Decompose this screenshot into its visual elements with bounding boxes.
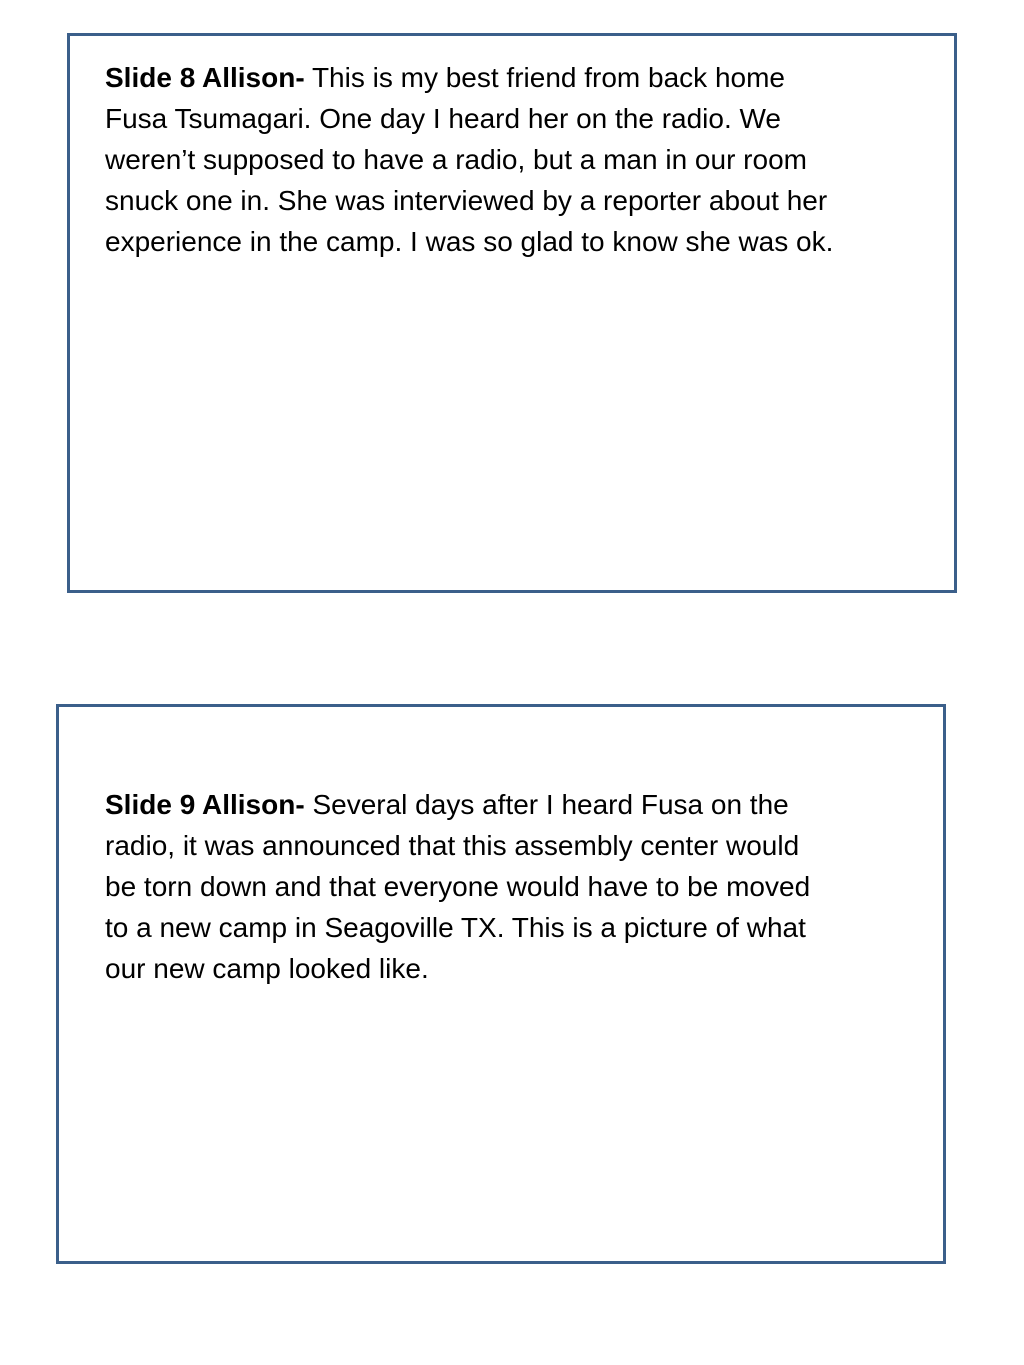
slide-9-line: radio, it was announced that this assembly center would [105, 830, 800, 861]
slide-9-line: to a new camp in Seagoville TX. This is a picture of what [105, 912, 806, 943]
slide-9-script-text [105, 784, 935, 989]
slide-8-heading: Slide 8 Allison- [105, 62, 305, 93]
slide-8-line: experience in the camp. I was so glad to know she was ok. [105, 226, 834, 257]
slide-8-line: weren’t supposed to have a radio, but a man in our room [105, 144, 807, 175]
slide-8-line: Fusa Tsumagari. One day I heard her on the radio. We [105, 103, 782, 134]
slide-9-line: our new camp looked like. [105, 953, 429, 984]
slide-8-line: This is my best friend from back home [304, 62, 785, 93]
slide-8-line: snuck one in. She was interviewed by a reporter about her [105, 185, 828, 216]
slide-8-script-box [67, 33, 957, 593]
slide-9-script-box [56, 704, 946, 1264]
slide-8-script-text [105, 57, 935, 262]
slide-9-line: be torn down and that everyone would have to be moved [105, 871, 811, 902]
slide-9-line: Several days after I heard Fusa on the [304, 789, 789, 820]
slide-9-heading: Slide 9 Allison- [105, 789, 305, 820]
